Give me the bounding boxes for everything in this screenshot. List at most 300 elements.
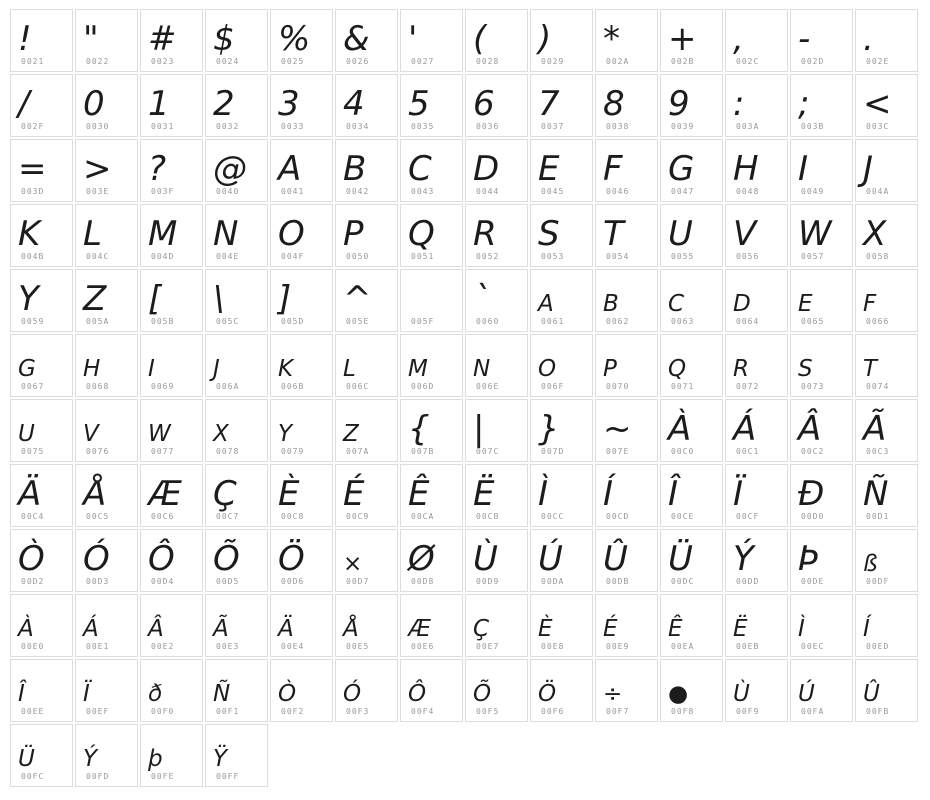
glyph: # [148,19,177,59]
glyph: Ÿ [213,746,228,772]
glyph: Ü [668,539,693,579]
glyph-cell [530,269,593,332]
glyph-cell [465,74,528,137]
glyph-code: 005D [281,317,305,326]
glyph-cell [530,464,593,527]
glyph-cell [855,594,918,657]
glyph: Å [83,474,107,514]
glyph-code: 0030 [86,122,110,131]
glyph: U [18,421,35,447]
glyph-code: 0021 [21,57,45,66]
glyph-cell [400,204,463,267]
glyph-code: 00EE [21,707,45,716]
glyph-cell [595,594,658,657]
glyph: Ö [538,681,557,707]
glyph-code: 004E [216,252,240,261]
glyph-code: 0023 [151,57,175,66]
glyph-cell [660,74,723,137]
glyph-cell [855,334,918,397]
glyph-code: 0035 [411,122,435,131]
glyph: Ö [278,539,305,579]
glyph-code: 005C [216,317,240,326]
glyph-code: 004D [151,252,175,261]
glyph-code: 0052 [476,252,500,261]
glyph-cell [10,269,73,332]
glyph: Æ [408,616,431,642]
glyph-code: 00F0 [151,707,175,716]
glyph: Ç [213,474,237,514]
glyph: 1 [148,84,170,124]
glyph: T [603,214,624,254]
glyph-code: 00C0 [671,447,695,456]
glyph-cell [140,74,203,137]
glyph-code: 00C6 [151,512,175,521]
glyph-code: 00E7 [476,642,500,651]
glyph-code: 0066 [866,317,890,326]
glyph-code: 00EB [736,642,760,651]
glyph-cell [725,399,788,462]
glyph: A [278,149,302,189]
glyph-code: 003C [866,122,890,131]
glyph-cell [400,529,463,592]
glyph: Ú [538,539,563,579]
glyph-code: 00E5 [346,642,370,651]
glyph-cell [400,334,463,397]
glyph-cell [10,594,73,657]
glyph-cell [790,659,853,722]
glyph: Û [863,681,880,707]
glyph: Â [148,616,164,642]
glyph-code: 00FA [801,707,825,716]
glyph-code: 0045 [541,187,565,196]
glyph-code: 0028 [476,57,500,66]
glyph-cell [790,334,853,397]
glyph-code: 002F [21,122,45,131]
glyph-code: 0056 [736,252,760,261]
glyph-cell [465,529,528,592]
glyph: C [668,291,685,317]
glyph-cell [10,139,73,202]
glyph-cell [335,399,398,462]
glyph-code: 0065 [801,317,825,326]
glyph: 2 [213,84,235,124]
glyph-code: 00C1 [736,447,760,456]
glyph: R [733,356,749,382]
glyph: Q [408,214,435,254]
glyph-cell [855,399,918,462]
glyph-code: 0057 [801,252,825,261]
glyph: ] [278,279,292,319]
glyph: Ô [408,681,427,707]
glyph-code: 0075 [21,447,45,456]
glyph-cell [335,464,398,527]
glyph: C [408,149,432,189]
glyph: E [538,149,560,189]
glyph-cell [335,204,398,267]
glyph-cell [595,74,658,137]
glyph-code: 00ED [866,642,890,651]
glyph-cell [10,74,73,137]
glyph: Ë [733,616,748,642]
glyph-cell [335,529,398,592]
glyph-cell [790,204,853,267]
glyph-cell [400,74,463,137]
glyph-code: 00E1 [86,642,110,651]
glyph: H [733,149,759,189]
glyph: Ã [213,616,229,642]
glyph-code: 00D8 [411,577,435,586]
glyph: Z [343,421,359,447]
glyph-code: 002D [801,57,825,66]
glyph-cell [725,464,788,527]
glyph: Í [603,474,614,514]
glyph-code: 0032 [216,122,240,131]
glyph-code: 007A [346,447,370,456]
glyph-cell [725,74,788,137]
glyph: B [603,291,619,317]
glyph: , [733,19,744,59]
glyph: È [538,616,553,642]
glyph-code: 0048 [736,187,760,196]
glyph-code: 006E [476,382,500,391]
glyph: L [83,214,102,254]
glyph: A [538,291,554,317]
glyph-cell [660,269,723,332]
glyph: Ñ [863,474,889,514]
glyph-code: 005E [346,317,370,326]
glyph-code: 0047 [671,187,695,196]
glyph-cell [790,74,853,137]
glyph-cell [725,334,788,397]
glyph-cell [400,659,463,722]
glyph: Y [18,279,39,319]
glyph-code: 006B [281,382,305,391]
glyph-code: 005F [411,317,435,326]
glyph-code: 00DD [736,577,760,586]
glyph-code: 0061 [541,317,565,326]
glyph-cell [595,9,658,72]
glyph-code: 0040 [216,187,240,196]
glyph-cell [140,204,203,267]
glyph-cell [205,74,268,137]
glyph-code: 003D [21,187,45,196]
glyph-cell [465,594,528,657]
glyph: Ê [408,474,430,514]
glyph-code: 0044 [476,187,500,196]
glyph: H [83,356,101,382]
glyph: : [733,84,745,124]
glyph-cell [660,594,723,657]
glyph-code: 00C5 [86,512,110,521]
glyph: × [343,551,363,577]
glyph: Ä [278,616,294,642]
glyph: Á [733,409,757,449]
glyph-cell [855,529,918,592]
glyph-cell [790,139,853,202]
glyph-cell [595,139,658,202]
glyph-cell [660,464,723,527]
glyph-code: 0076 [86,447,110,456]
glyph-cell [75,724,138,787]
glyph-cell [530,74,593,137]
glyph-code: 0068 [86,382,110,391]
glyph: F [603,149,623,189]
glyph: ^ [343,279,372,319]
glyph-code: 00F7 [606,707,630,716]
glyph-cell [75,594,138,657]
glyph-code: 00F6 [541,707,565,716]
glyph-code: 00CA [411,512,435,521]
glyph: 7 [538,84,560,124]
glyph-cell [205,464,268,527]
glyph-cell [660,529,723,592]
glyph-code: 00F2 [281,707,305,716]
glyph-code: 0031 [151,122,175,131]
glyph-cell [725,269,788,332]
glyph-cell [465,659,528,722]
glyph-cell [465,9,528,72]
glyph-cell [270,594,333,657]
glyph-code: 00DB [606,577,630,586]
glyph-cell [205,9,268,72]
glyph-code: 0037 [541,122,565,131]
glyph: Ð [798,474,825,514]
glyph: V [83,421,99,447]
glyph-cell [790,464,853,527]
glyph-code: 00EF [86,707,110,716]
glyph: X [863,214,887,254]
glyph-code: 0024 [216,57,240,66]
glyph: & [343,19,370,59]
glyph-code: 003A [736,122,760,131]
glyph: * [603,19,620,59]
glyph-cell [725,204,788,267]
glyph: L [343,356,356,382]
glyph-cell [270,399,333,462]
glyph-code: 006A [216,382,240,391]
glyph-cell [725,529,788,592]
glyph-code: 00FC [21,772,45,781]
glyph-cell [595,659,658,722]
glyph-cell [855,9,918,72]
glyph: Ï [733,474,744,514]
glyph-code: 0078 [216,447,240,456]
glyph: } [538,409,560,449]
glyph: S [798,356,813,382]
glyph-code: 0058 [866,252,890,261]
glyph-code: 0071 [671,382,695,391]
glyph-cell [75,9,138,72]
glyph-cell [270,659,333,722]
glyph: O [538,356,557,382]
glyph: M [148,214,178,254]
glyph-code: 0022 [86,57,110,66]
glyph-code: 00E2 [151,642,175,651]
glyph: ? [148,149,167,189]
glyph-cell [335,594,398,657]
glyph-code: 0027 [411,57,435,66]
glyph: Ä [18,474,42,514]
glyph-cell [75,399,138,462]
glyph-code: 0064 [736,317,760,326]
glyph: - [798,19,811,59]
glyph-code: 003B [801,122,825,131]
glyph-cell [400,9,463,72]
glyph-cell [855,659,918,722]
glyph-code: 00CD [606,512,630,521]
glyph: M [408,356,428,382]
glyph-cell [530,204,593,267]
glyph-code: 00D1 [866,512,890,521]
glyph: Í [863,616,870,642]
glyph: Y [278,421,293,447]
glyph-cell [335,334,398,397]
glyph: ß [863,551,878,577]
glyph-cell [270,464,333,527]
glyph: Ý [83,746,98,772]
glyph-code: 0046 [606,187,630,196]
glyph-cell [400,399,463,462]
glyph-code: 00C4 [21,512,45,521]
glyph-cell [205,204,268,267]
glyph-cell [725,594,788,657]
glyph: Õ [213,539,240,579]
glyph-code: 0077 [151,447,175,456]
glyph-cell [595,334,658,397]
glyph: F [863,291,877,317]
glyph-code: 0053 [541,252,565,261]
glyph: Ú [798,681,815,707]
glyph: ( [473,19,487,59]
glyph: + [668,19,697,59]
glyph: À [18,616,34,642]
glyph: ð [148,681,163,707]
glyph: ~ [603,409,632,449]
glyph-cell [140,139,203,202]
glyph: ! [18,19,32,59]
glyph-code: 002C [736,57,760,66]
glyph-cell [595,464,658,527]
glyph-cell [140,334,203,397]
glyph: ) [538,19,552,59]
glyph: U [668,214,693,254]
glyph-code: 0029 [541,57,565,66]
glyph-cell [270,139,333,202]
glyph: T [863,356,878,382]
glyph-code: 00E9 [606,642,630,651]
glyph-code: 0073 [801,382,825,391]
glyph-cell [205,334,268,397]
glyph: [ [148,279,162,319]
glyph-code: 007E [606,447,630,456]
glyph-cell [335,659,398,722]
glyph-cell [530,399,593,462]
glyph-code: 007D [541,447,565,456]
glyph-cell [465,464,528,527]
glyph-cell [140,529,203,592]
glyph-cell [725,659,788,722]
glyph-code: 0055 [671,252,695,261]
glyph: | [473,409,485,449]
glyph-code: 006D [411,382,435,391]
glyph-code: 00CB [476,512,500,521]
glyph-code: 007B [411,447,435,456]
glyph: À [668,409,692,449]
glyph-cell [660,204,723,267]
glyph: Î [668,474,679,514]
glyph-code: 0050 [346,252,370,261]
glyph: Î [18,681,25,707]
glyph-cell [75,334,138,397]
glyph-cell [270,9,333,72]
glyph-cell [75,464,138,527]
glyph-code: 0025 [281,57,305,66]
glyph-code: 006F [541,382,565,391]
glyph-code: 0039 [671,122,695,131]
glyph-cell [465,139,528,202]
glyph: G [668,149,695,189]
glyph: " [83,19,99,59]
glyph-cell [855,464,918,527]
glyph-cell [530,9,593,72]
glyph: Ê [668,616,683,642]
glyph-code: 00E3 [216,642,240,651]
glyph-cell [790,9,853,72]
glyph-cell [270,269,333,332]
glyph-code: 00D2 [21,577,45,586]
glyph-code: 004C [86,252,110,261]
glyph-code: 0069 [151,382,175,391]
glyph-code: 0063 [671,317,695,326]
glyph-code: 00C9 [346,512,370,521]
glyph-cell [465,269,528,332]
glyph: G [18,356,36,382]
glyph: ● [668,681,689,707]
glyph-cell [10,529,73,592]
glyph-code: 00F3 [346,707,370,716]
glyph-cell [140,9,203,72]
glyph-code: 0043 [411,187,435,196]
glyph-cell [10,204,73,267]
glyph: S [538,214,560,254]
glyph: Ñ [213,681,231,707]
glyph-cell [140,724,203,787]
glyph-cell [790,269,853,332]
glyph: É [343,474,365,514]
glyph-cell [335,9,398,72]
glyph-cell [465,399,528,462]
glyph-code: 00C2 [801,447,825,456]
glyph-code: 0059 [21,317,45,326]
glyph-code: 003E [86,187,110,196]
glyph-cell [205,529,268,592]
glyph-code: 004F [281,252,305,261]
glyph-cell [335,74,398,137]
glyph-code: 00EA [671,642,695,651]
glyph: D [733,291,751,317]
glyph-cell [140,594,203,657]
glyph-code: 00D0 [801,512,825,521]
glyph-cell [530,594,593,657]
glyph: N [213,214,239,254]
glyph-cell [530,334,593,397]
glyph-cell [595,269,658,332]
glyph-code: 00D6 [281,577,305,586]
glyph-cell [75,204,138,267]
glyph: 0 [83,84,105,124]
glyph-cell [725,139,788,202]
glyph-code: 0042 [346,187,370,196]
